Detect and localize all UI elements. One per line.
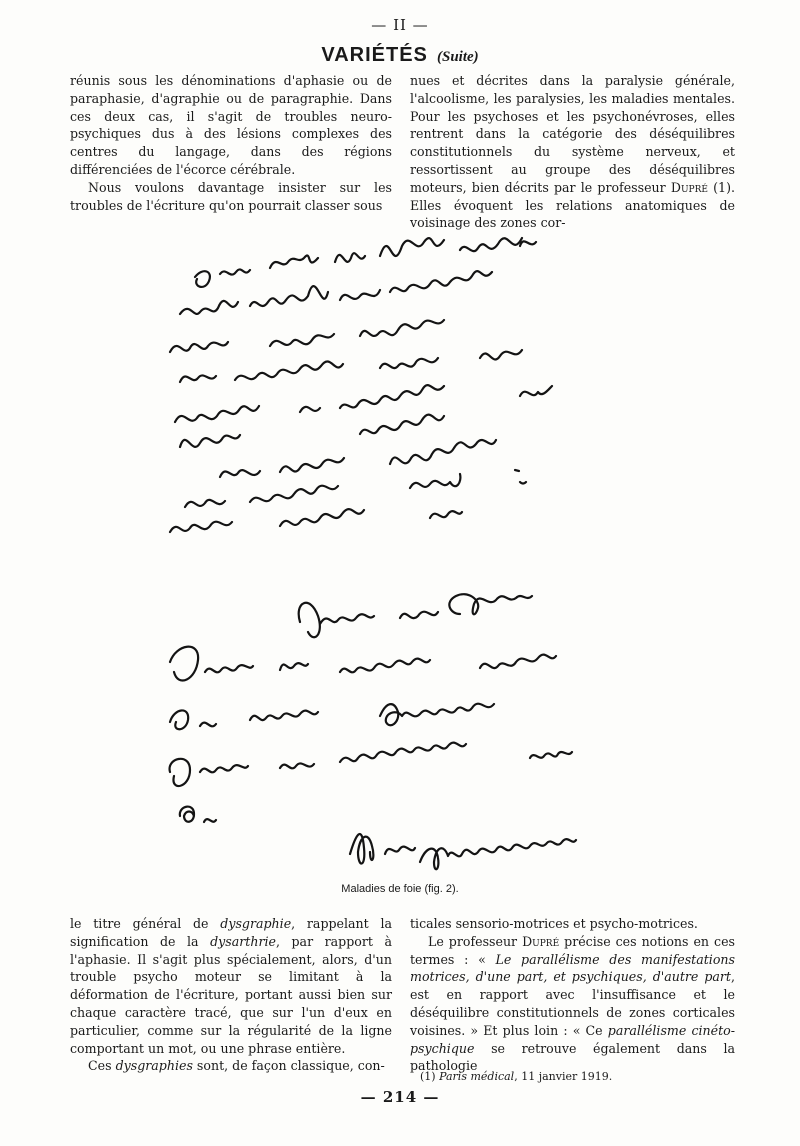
- paragraph: [70, 1057, 392, 1075]
- paragraph-text: sont, de façon classique, con-: [192, 1058, 385, 1074]
- paragraph-text: Ces: [88, 1058, 116, 1074]
- paragraph: [70, 915, 392, 1057]
- emphasis: dysarthrie: [210, 933, 276, 949]
- footnote-source: Paris médical: [439, 1070, 515, 1083]
- paragraph: ticales sensorio-motrices et psycho-motrices.: [410, 916, 698, 931]
- footnote: [420, 1070, 740, 1084]
- paragraph-text: précise ces notions en ces termes : «: [410, 933, 735, 967]
- page-number-top: — II —: [371, 16, 429, 34]
- paragraph: [410, 933, 735, 1075]
- paragraph: Nous voulons davantage insister sur les troubles de l'écriture qu'on pourrait classer sous: [70, 179, 392, 213]
- emphasis: dysgraphie: [220, 916, 292, 931]
- author-name: Dupré: [670, 179, 708, 195]
- page-number-bottom: — 214 —: [360, 1088, 440, 1106]
- paragraph-text: se retrouve également dans la pathologie: [410, 1040, 735, 1074]
- paragraph-text: , par rapport à l'aphasie. Il s'agit plus spécialement, alors, d'un trouble psycho moteur se limitant à la déformation de l'écriture, portant aussi bien sur chaque caractère tracé, que sur l'un d'eux en particulier, comme sur la régularité de la ligne comportant un mot, ou une phrase entière.: [70, 933, 392, 1056]
- paragraph-text: , est en rapport avec l'insuffisance et le déséquilibre constitutionnels de zones corticales voisines. » Et plus loin : « Ce: [410, 969, 735, 1038]
- section-title: VARIÉTÉS: [321, 44, 428, 66]
- right-column-top: [410, 72, 735, 232]
- paragraph-text: , rappelant la signification de la: [70, 916, 393, 949]
- emphasis: dysgraphies: [115, 1058, 193, 1074]
- section-subtitle: (Suite): [436, 49, 479, 65]
- section-header: [0, 44, 800, 67]
- handwriting-scan: [160, 232, 760, 872]
- paragraph-text: nues et décrites dans la paralysie générale, l'alcoolisme, les paralysies, les maladies mentales. Pour les psychoses et les psychonévroses, elles rentrent dans la catégorie des déséquilibres constitutionnels du système nerveux, et ressortissent au groupe des déséquilibres moteurs, bien décrits par le professeur: [410, 73, 735, 195]
- figure-caption: Maladies de foie (fig. 2).: [341, 883, 459, 895]
- paragraph: [410, 72, 735, 232]
- paragraph-text: le titre général de: [70, 916, 221, 931]
- footnote-mark: (1): [420, 1070, 440, 1083]
- paragraph: réunis sous les dénominations d'aphasie ou de paraphasie, d'agraphie ou de paragraphie. Dans ces deux cas, il s'agit de troubles neuro-psychiques dus à des lésions complexes des centres du langage, dans des régions différenciées de l'écorce cérébrale.: [70, 73, 392, 177]
- paragraph-text: (1). Elles évoquent les relations anatomiques de voisinage des zones cor-: [410, 179, 735, 231]
- left-column-top: [70, 72, 392, 214]
- left-column-bottom: [70, 915, 392, 1075]
- emphasis: Le parallélisme des manifestations motrices, d'une part, et psychiques, d'autre part: [410, 951, 735, 985]
- emphasis: parallélisme cinéto-psychique: [410, 1022, 735, 1056]
- author-name: Dupré: [522, 933, 560, 949]
- footnote-text: , 11 janvier 1919.: [514, 1070, 613, 1083]
- right-column-bottom: [410, 915, 735, 1075]
- paragraph-text: Le professeur: [428, 933, 523, 949]
- handwriting-samples-figure: [160, 232, 760, 872]
